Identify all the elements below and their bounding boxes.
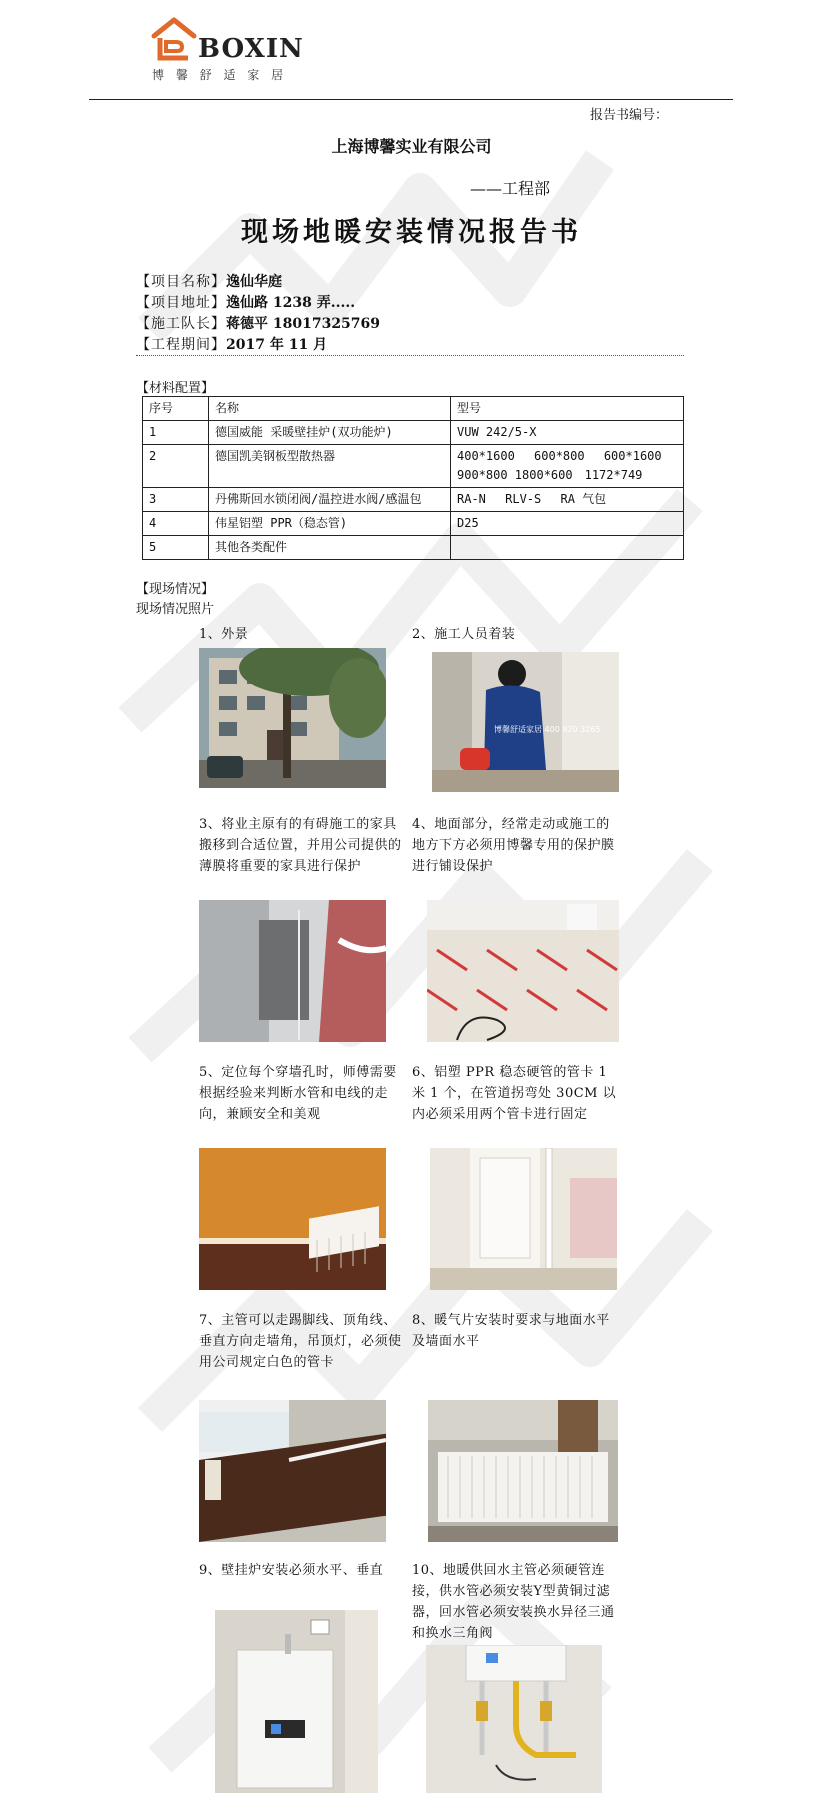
cell-name: 伟星铝塑 PPR（稳态管) bbox=[209, 512, 451, 536]
info-label: 【工程期间】 bbox=[136, 337, 226, 353]
info-period bbox=[136, 334, 327, 354]
info-value: 逸仙华庭 bbox=[226, 274, 282, 290]
info-label: 【施工队长】 bbox=[136, 316, 226, 332]
site-heading: 【现场情况】 bbox=[136, 582, 215, 597]
info-value: 蒋德平 18017325769 bbox=[226, 316, 381, 332]
cell-name: 德国威能 采暖壁挂炉(双功能炉) bbox=[209, 421, 451, 445]
table-row bbox=[143, 536, 684, 560]
photo-wall-boiler bbox=[215, 1610, 378, 1793]
table-header-row bbox=[143, 397, 684, 421]
header-seq: 序号 bbox=[143, 397, 209, 421]
photo-exterior bbox=[199, 648, 386, 788]
materials-heading: 【材料配置】 bbox=[136, 381, 215, 396]
photo-caption-1: 1、外景 bbox=[199, 627, 249, 642]
header-rule bbox=[89, 99, 733, 100]
photo-caption-5: 5、定位每个穿墙孔时，师傅需要根据经验来判断水管和电线的走向，兼顾安全和美观 bbox=[199, 1065, 397, 1122]
info-value: 逸仙路 1238 弄..... bbox=[226, 295, 356, 311]
info-project-name bbox=[136, 271, 282, 291]
photo-worker-uniform bbox=[432, 652, 619, 792]
site-subheading: 现场情况照片 bbox=[136, 602, 215, 617]
info-project-address bbox=[136, 292, 355, 312]
photo-caption-7: 7、主管可以走踢脚线、顶角线、垂直方向走墙角，吊顶灯，必须使用公司规定白色的管卡 bbox=[199, 1313, 402, 1370]
photo-caption-10: 10、地暖供回水主管必须硬管连接，供水管必须安装Y型黄铜过滤器，回水管必须安装换水异径三通和换水三角阀 bbox=[412, 1563, 615, 1641]
company-name: 上海博馨实业有限公司 bbox=[331, 137, 492, 156]
dotted-divider bbox=[136, 355, 684, 356]
cell-model: 400*1600 600*800 600*1600 900*800 1800*600 1172*749 bbox=[451, 445, 684, 488]
photo-boiler-piping bbox=[426, 1645, 602, 1793]
header-model: 型号 bbox=[451, 397, 684, 421]
header-name: 名称 bbox=[209, 397, 451, 421]
department: ——工程部 bbox=[470, 179, 551, 198]
worker-badge: 博馨舒适家居 400 820 3265 bbox=[494, 725, 601, 734]
cell-model: RA-N RLV-S RA 气包 bbox=[451, 488, 684, 512]
materials-table bbox=[142, 396, 684, 560]
photo-skirting-pipe bbox=[199, 1400, 386, 1542]
info-label: 【项目名称】 bbox=[136, 274, 226, 290]
cell-model bbox=[451, 536, 684, 560]
info-label: 【项目地址】 bbox=[136, 295, 226, 311]
info-foreman bbox=[136, 313, 380, 333]
cell-model: VUW 242/5-X bbox=[451, 421, 684, 445]
document-title: 现场地暖安装情况报告书 bbox=[241, 217, 582, 248]
info-value: 2017 年 11 月 bbox=[226, 337, 328, 353]
photo-pipe-clips bbox=[430, 1148, 617, 1290]
cell-seq: 1 bbox=[143, 421, 209, 445]
logo-wordmark: BOXIN bbox=[198, 34, 304, 64]
cell-name: 丹佛斯回水锁闭阀/温控进水阀/感温包 bbox=[209, 488, 451, 512]
photo-caption-8: 8、暖气片安装时要求与地面水平及墙面水平 bbox=[412, 1313, 610, 1349]
cell-model: D25 bbox=[451, 512, 684, 536]
photo-floor-protection bbox=[427, 900, 619, 1042]
photo-furniture-protection bbox=[199, 900, 386, 1042]
company-logo bbox=[148, 14, 304, 84]
cell-seq: 4 bbox=[143, 512, 209, 536]
photo-caption-2: 2、施工人员着装 bbox=[412, 627, 516, 642]
cell-seq: 5 bbox=[143, 536, 209, 560]
logo-tagline: 博 馨 舒 适 家 居 bbox=[152, 68, 288, 82]
table-row bbox=[143, 488, 684, 512]
cell-seq: 2 bbox=[143, 445, 209, 488]
table-row bbox=[143, 445, 684, 488]
photo-caption-6: 6、铝塑 PPR 稳态硬管的管卡 1 米 1 个，在管道拐弯处 30CM 以内必须采用两个管卡进行固定 bbox=[412, 1065, 617, 1122]
house-logo-icon bbox=[150, 14, 198, 64]
photo-caption-3: 3、将业主原有的有碍施工的家具搬移到合适位置，并用公司提供的薄膜将重要的家具进行保护 bbox=[199, 817, 402, 874]
cell-name: 德国凯美钢板型散热器 bbox=[209, 445, 451, 488]
table-row bbox=[143, 421, 684, 445]
report-number-label: 报告书编号： bbox=[590, 108, 669, 123]
photo-wall-pipe-route bbox=[199, 1148, 386, 1290]
photo-caption-9: 9、壁挂炉安装必须水平、垂直 bbox=[199, 1563, 384, 1578]
photo-caption-4: 4、地面部分，经常走动或施工的地方下方必须用博馨专用的保护膜进行铺设保护 bbox=[412, 817, 615, 874]
photo-radiator-level bbox=[428, 1400, 618, 1542]
cell-name: 其他各类配件 bbox=[209, 536, 451, 560]
cell-seq: 3 bbox=[143, 488, 209, 512]
table-row bbox=[143, 512, 684, 536]
